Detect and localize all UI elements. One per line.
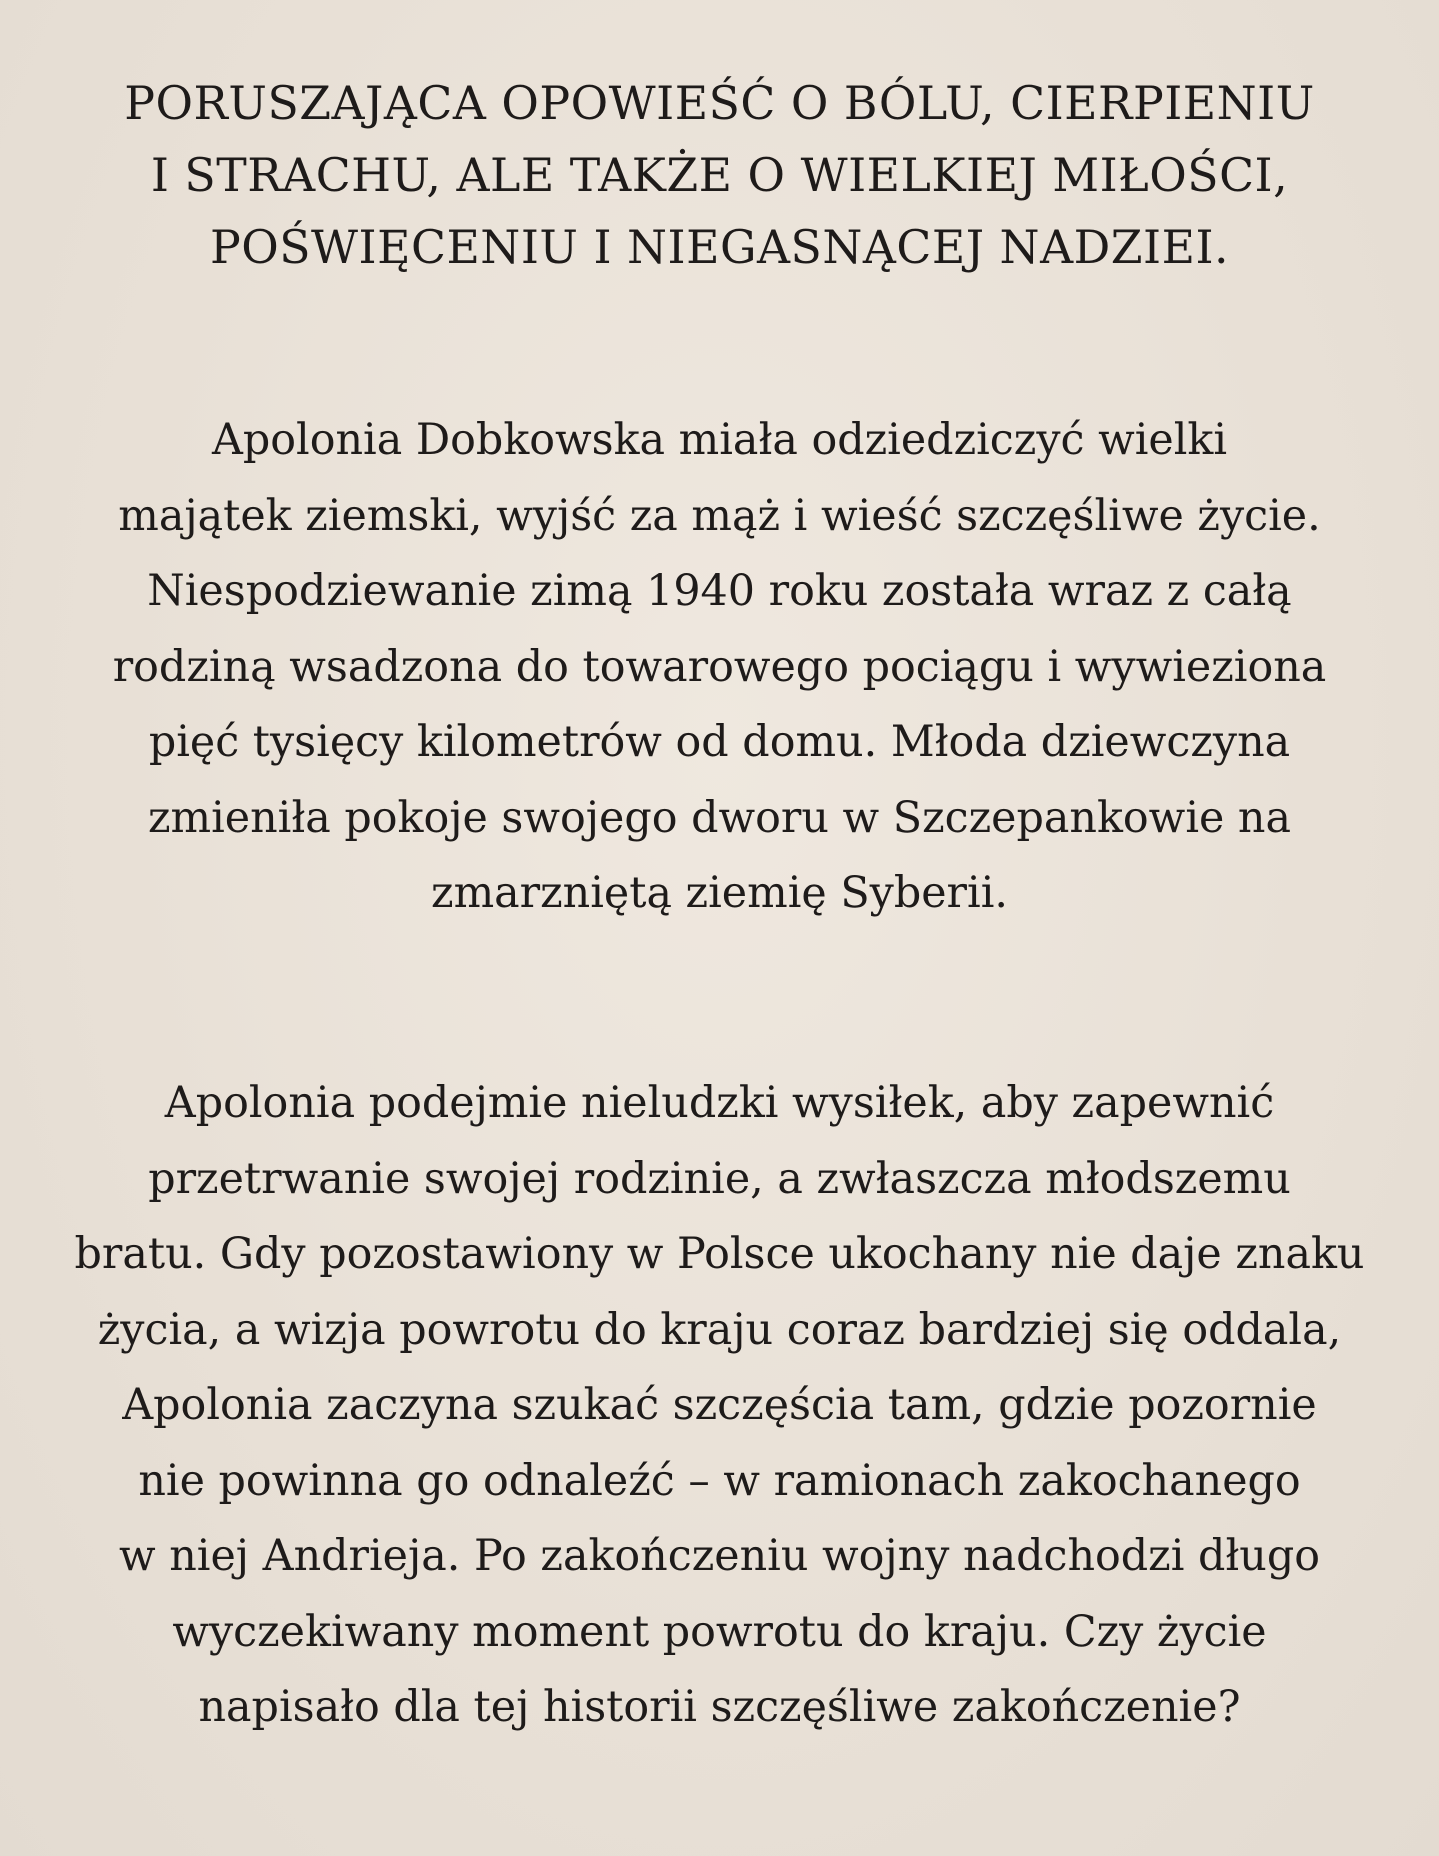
- headline: [0, 68, 1439, 284]
- paragraph-line: majątek ziemski, wyjść za mąż i wieść szczęśliwe życie.: [118, 490, 1321, 541]
- paragraph-line: rodziną wsadzona do towarowego pociągu i wywieziona: [112, 641, 1327, 692]
- paragraph-line: życia, a wizja powrotu do kraju coraz bardziej się oddala,: [97, 1304, 1342, 1355]
- paragraph-line: Apolonia zaczyna szukać szczęścia tam, gdzie pozornie: [122, 1380, 1317, 1430]
- paragraph-line: w niej Andrieja. Po zakończeniu wojny nadchodzi długo: [118, 1531, 1321, 1581]
- paragraph-line: pięć tysięcy kilometrów od domu. Młoda dziewczyna: [148, 717, 1291, 767]
- headline-line: I STRACHU, ALE TAKŻE O WIELKIEJ MIŁOŚCI,: [150, 149, 1289, 202]
- paragraph-line: przetrwanie swojej rodzinie, a zwłaszcza młodszemu: [148, 1153, 1291, 1204]
- paragraph-2: [0, 1066, 1439, 1746]
- paragraph-1: [0, 403, 1439, 932]
- headline-line: PORUSZAJĄCA OPOWIEŚĆ O BÓLU, CIERPIENIU: [124, 77, 1315, 130]
- paragraph-line: zmieniła pokoje swojego dworu w Szczepankowie na: [147, 792, 1292, 843]
- paragraph-line: napisało dla tej historii szczęśliwe zakończenie?: [198, 1682, 1241, 1732]
- paragraph-line: bratu. Gdy pozostawiony w Polsce ukochany nie daje znaku: [74, 1229, 1365, 1279]
- paragraph-line: Apolonia Dobkowska miała odziedziczyć wielki: [211, 415, 1228, 465]
- paragraph-line: zmarzniętą ziemię Syberii.: [431, 868, 1008, 918]
- paragraph-line: wyczekiwany moment powrotu do kraju. Czy życie: [172, 1606, 1267, 1657]
- headline-line: POŚWIĘCENIU I NIEGASNĄCEJ NADZIEI.: [209, 221, 1230, 274]
- paragraph-line: Niespodziewanie zimą 1940 roku została wraz z całą: [147, 566, 1292, 616]
- paragraph-line: nie powinna go odnaleźć – w ramionach zakochanego: [138, 1455, 1301, 1506]
- paragraph-line: Apolonia podejmie nieludzki wysiłek, aby zapewnić: [164, 1078, 1275, 1128]
